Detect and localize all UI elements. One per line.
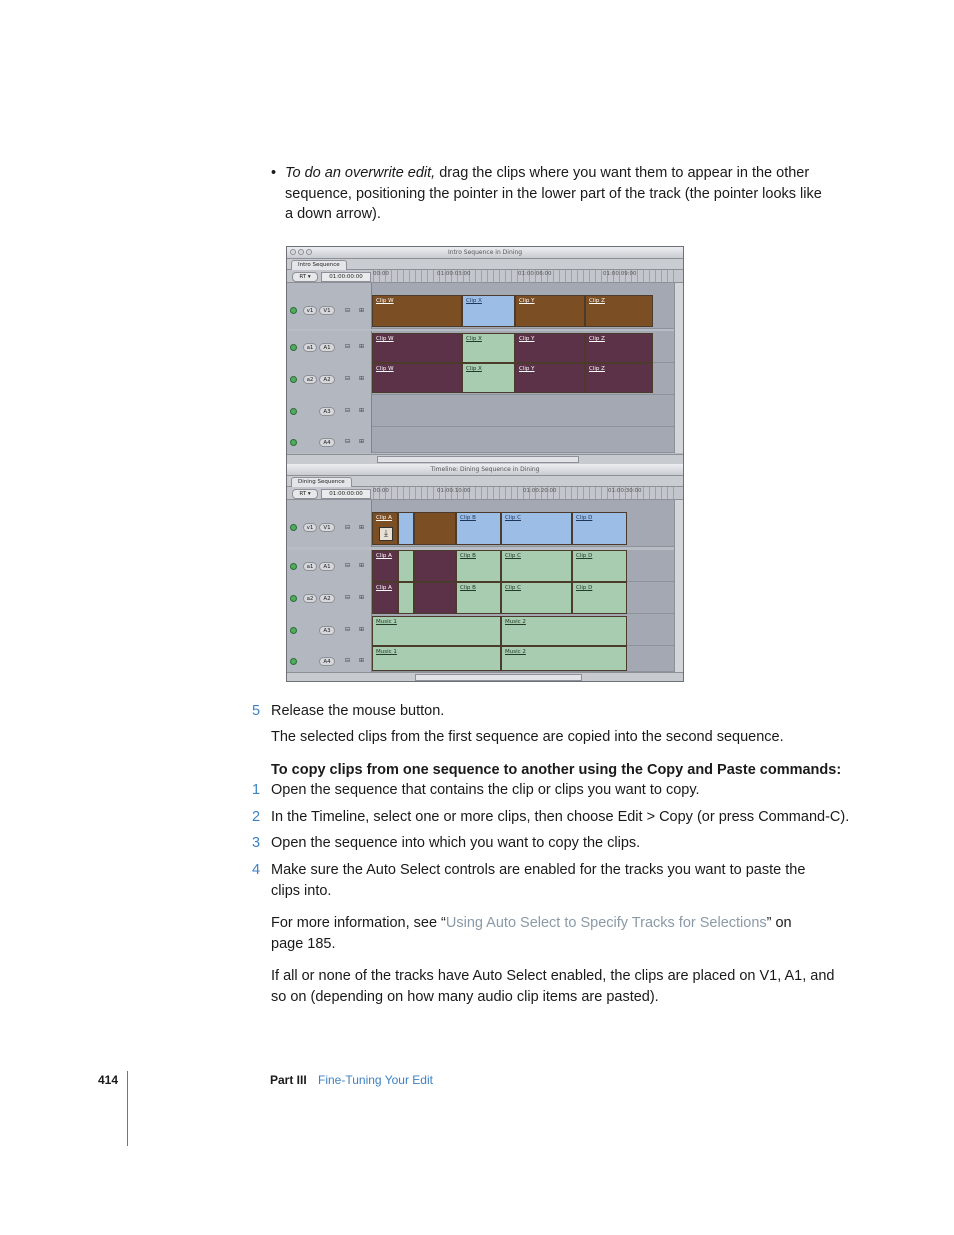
top-track-a4 — [287, 427, 683, 453]
vertical-scrollbar[interactable] — [674, 283, 683, 453]
clip-label: Clip W — [376, 336, 394, 342]
footer-part: Part III — [270, 1073, 307, 1087]
top-track-a2 — [287, 363, 683, 395]
time-ruler[interactable] — [373, 487, 675, 499]
clip[interactable] — [572, 512, 627, 545]
dest-control-a2[interactable]: A2 — [319, 594, 335, 603]
clip-label: Clip X — [466, 366, 482, 372]
auto-select-icon[interactable]: ⊞ — [359, 307, 365, 314]
clip-label: Music 1 — [376, 649, 397, 655]
track-area[interactable] — [372, 500, 675, 547]
cross-reference-link[interactable]: Using Auto Select to Specify Tracks for Selections — [445, 915, 767, 931]
bottom-track-v1 — [287, 500, 683, 547]
top-tabbar — [287, 259, 683, 270]
track-header — [287, 427, 372, 453]
clip-label: Clip D — [576, 553, 593, 559]
clip[interactable] — [456, 550, 501, 582]
clip[interactable] — [372, 512, 398, 545]
step-number: 2 — [252, 809, 261, 825]
dest-control-v1[interactable]: V1 — [319, 523, 335, 532]
source-control-a1[interactable]: a1 — [303, 343, 317, 352]
clip-label: Clip X — [466, 336, 482, 342]
ruler-tick: 01:00:20:00 — [523, 488, 557, 494]
clip[interactable] — [398, 512, 414, 545]
track-header — [287, 646, 372, 672]
clip-label: Clip D — [576, 585, 593, 591]
top-controls — [287, 270, 683, 283]
source-control-v1[interactable]: v1 — [303, 523, 317, 532]
auto-select-icon[interactable]: ⊞ — [359, 375, 365, 382]
bottom-track-a4 — [287, 646, 683, 672]
lock-icon[interactable]: ⊟ — [345, 594, 351, 601]
minimize-icon[interactable] — [298, 249, 304, 255]
clip[interactable] — [456, 582, 501, 614]
clip[interactable] — [372, 582, 398, 614]
time-ruler[interactable] — [373, 270, 675, 282]
lock-icon[interactable]: ⊟ — [345, 562, 351, 569]
step-line: Make sure the Auto Select controls are enabled for the tracks you want to paste the — [271, 862, 806, 878]
dest-control-a4[interactable]: A4 — [319, 438, 335, 447]
top-track-a1 — [287, 331, 683, 363]
clip-label: Clip C — [505, 553, 521, 559]
ruler-tick: 01:00:09:00 — [603, 271, 637, 277]
track-header — [287, 614, 372, 646]
lock-icon[interactable]: ⊟ — [345, 657, 351, 664]
auto-select-icon[interactable]: ⊞ — [359, 626, 365, 633]
clip-label: Clip C — [505, 515, 521, 521]
horizontal-scrollbar[interactable] — [415, 674, 582, 681]
track-header — [287, 363, 372, 395]
clip[interactable] — [501, 512, 572, 545]
dest-control-a1[interactable]: A1 — [319, 343, 335, 352]
down-arrow-pointer-icon: ⤓ — [379, 527, 393, 541]
more-info-line-2: page 185. — [271, 935, 336, 952]
clip-label: Clip Y — [519, 298, 535, 304]
auto-select-icon[interactable]: ⊞ — [359, 343, 365, 350]
clip-label: Clip Y — [519, 336, 535, 342]
bottom-track-a2 — [287, 582, 683, 614]
clip[interactable] — [372, 333, 462, 363]
speaker-icon[interactable] — [290, 408, 297, 415]
footer-section: Fine-Tuning Your Edit — [318, 1073, 433, 1087]
ruler-tick: 01:00:30:00 — [608, 488, 642, 494]
speaker-icon[interactable] — [290, 595, 297, 602]
ruler-tick: 00:00 — [373, 271, 389, 277]
lock-icon[interactable]: ⊟ — [345, 524, 351, 531]
clip[interactable] — [414, 582, 456, 614]
clip[interactable] — [501, 582, 572, 614]
clip-label: Music 1 — [376, 619, 397, 625]
track-area[interactable] — [372, 614, 675, 646]
bullet-italic-lead: To do an overwrite edit, — [285, 165, 436, 181]
bottom-controls — [287, 487, 683, 500]
speaker-icon[interactable] — [290, 376, 297, 383]
clip-label: Clip W — [376, 298, 394, 304]
clip[interactable] — [462, 363, 515, 393]
clip-label: Music 2 — [505, 649, 526, 655]
bullet-line-1: drag the clips where you want them to appear in the other — [435, 165, 810, 181]
speaker-icon[interactable] — [290, 563, 297, 570]
source-control-a2[interactable]: a2 — [303, 594, 317, 603]
tab-intro-sequence[interactable]: Intro Sequence — [291, 260, 347, 270]
dest-control-a3[interactable]: A3 — [319, 626, 335, 635]
clip-label: Music 2 — [505, 619, 526, 625]
timeline-screenshot — [286, 246, 684, 682]
final-paragraph — [271, 966, 834, 1007]
track-header — [287, 550, 372, 582]
bottom-track-a1 — [287, 550, 683, 582]
track-visibility-icon[interactable] — [290, 524, 297, 531]
close-icon[interactable] — [290, 249, 296, 255]
track-area[interactable] — [372, 550, 675, 582]
clip[interactable] — [372, 646, 501, 671]
top-bottom-bar — [287, 454, 683, 464]
ruler-tick: 00:00 — [373, 488, 389, 494]
auto-select-icon[interactable]: ⊞ — [359, 524, 365, 531]
clip[interactable] — [585, 295, 653, 327]
window-controls[interactable] — [290, 249, 312, 255]
track-header — [287, 500, 372, 547]
clip[interactable] — [456, 512, 501, 545]
vertical-scrollbar[interactable] — [674, 500, 683, 672]
task-heading: To copy clips from one sequence to another using the Copy and Paste commands: — [271, 762, 842, 778]
track-area[interactable] — [372, 646, 675, 672]
bullet-line-2: sequence, positioning the pointer in the lower part of the track (the pointer looks like — [285, 185, 822, 202]
clip[interactable] — [372, 616, 501, 646]
footer-rule — [127, 1071, 128, 1146]
source-control-v1[interactable]: v1 — [303, 306, 317, 315]
step-text: Open the sequence that contains the clip or clips you want to copy. — [271, 782, 700, 798]
step-number: 5 — [252, 703, 261, 719]
clip-label: Clip Z — [589, 366, 605, 372]
clip[interactable] — [585, 363, 653, 393]
step-number: 1 — [252, 782, 261, 798]
dest-control-a2[interactable]: A2 — [319, 375, 335, 384]
step-text: Open the sequence into which you want to copy the clips. — [271, 835, 641, 851]
track-area[interactable] — [372, 582, 675, 614]
clip[interactable] — [414, 550, 456, 582]
ruler-tick: 01:00:03:00 — [437, 271, 471, 277]
lock-icon[interactable]: ⊟ — [345, 343, 351, 350]
auto-select-icon[interactable]: ⊞ — [359, 657, 365, 664]
final-line: so on (depending on how many audio clip items are pasted). — [271, 988, 659, 1005]
clip[interactable] — [372, 550, 398, 582]
clip-label: Clip D — [576, 515, 593, 521]
window-title: Timeline: Dining Sequence in Dining — [430, 466, 540, 473]
lock-icon[interactable]: ⊟ — [345, 438, 351, 445]
step-number: 3 — [252, 835, 261, 851]
clip[interactable] — [462, 295, 515, 327]
speaker-icon[interactable] — [290, 344, 297, 351]
bullet-line-3: a down arrow). — [285, 206, 381, 222]
more-info-prefix: For more information, see “ — [271, 915, 446, 931]
track-area[interactable] — [372, 395, 675, 427]
clip[interactable] — [414, 512, 456, 545]
bullet-paragraph — [285, 163, 845, 225]
dest-control-a1[interactable]: A1 — [319, 562, 335, 571]
track-area[interactable] — [372, 363, 675, 395]
speaker-icon[interactable] — [290, 658, 297, 665]
lock-icon[interactable]: ⊟ — [345, 626, 351, 633]
window-titlebar — [287, 464, 683, 476]
clip[interactable] — [572, 582, 627, 614]
clip[interactable] — [515, 363, 585, 393]
rt-menu-button[interactable]: RT ▾ — [292, 272, 318, 282]
bullet-marker: • — [271, 165, 277, 181]
clip-label: Clip A — [376, 515, 392, 521]
clip[interactable] — [372, 295, 462, 327]
clip[interactable] — [501, 550, 572, 582]
auto-select-icon[interactable]: ⊞ — [359, 438, 365, 445]
track-header — [287, 283, 372, 329]
bottom-bottom-bar — [287, 672, 683, 682]
bottom-track-a3 — [287, 614, 683, 646]
track-header — [287, 331, 372, 363]
auto-select-icon[interactable]: ⊞ — [359, 407, 365, 414]
clip[interactable] — [398, 582, 414, 614]
clip[interactable] — [372, 363, 462, 393]
clip[interactable] — [515, 333, 585, 363]
top-track-v1 — [287, 283, 683, 329]
final-line: If all or none of the tracks have Auto Select enabled, the clips are placed on V1, A1, and — [271, 968, 835, 984]
step-text: In the Timeline, select one or more clips, then choose Edit > Copy (or press Command-C). — [271, 809, 850, 825]
clip[interactable] — [462, 333, 515, 363]
clip-label: Clip C — [505, 585, 521, 591]
clip[interactable] — [501, 616, 627, 646]
zoom-icon[interactable] — [306, 249, 312, 255]
track-header — [287, 582, 372, 614]
ruler-tick: 01:00:06:00 — [518, 271, 552, 277]
more-info-paragraph — [271, 913, 792, 954]
step-text — [271, 860, 805, 901]
ruler-tick: 01:00:10:00 — [437, 488, 471, 494]
window-titlebar — [287, 247, 683, 259]
clip-label: Clip A — [376, 553, 392, 559]
dest-control-a3[interactable]: A3 — [319, 407, 335, 416]
track-visibility-icon[interactable] — [290, 307, 297, 314]
source-control-a2[interactable]: a2 — [303, 375, 317, 384]
dest-control-v1[interactable]: V1 — [319, 306, 335, 315]
timecode-field[interactable]: 01:00:00:00 — [321, 272, 371, 282]
top-track-a3 — [287, 395, 683, 427]
clip-label: Clip B — [460, 515, 476, 521]
clip[interactable] — [572, 550, 627, 582]
page-number: 414 — [98, 1073, 119, 1087]
clip-label: Clip W — [376, 366, 394, 372]
lock-icon[interactable]: ⊟ — [345, 307, 351, 314]
speaker-icon[interactable] — [290, 439, 297, 446]
step-line: clips into. — [271, 882, 332, 899]
track-area[interactable] — [372, 331, 675, 363]
more-info-suffix: ” on — [766, 915, 792, 931]
dest-control-a4[interactable]: A4 — [319, 657, 335, 666]
clip[interactable] — [398, 550, 414, 582]
clip-label: Clip Y — [519, 366, 535, 372]
step-number: 4 — [252, 862, 261, 878]
auto-select-icon[interactable]: ⊞ — [359, 562, 365, 569]
auto-select-icon[interactable]: ⊞ — [359, 594, 365, 601]
tab-dining-sequence[interactable]: Dining Sequence — [291, 477, 352, 487]
speaker-icon[interactable] — [290, 627, 297, 634]
clip-label: Clip Z — [589, 336, 605, 342]
source-control-a1[interactable]: a1 — [303, 562, 317, 571]
clip-label: Clip B — [460, 585, 476, 591]
lock-icon[interactable]: ⊟ — [345, 375, 351, 382]
clip[interactable] — [501, 646, 627, 671]
clip-label: Clip B — [460, 553, 476, 559]
clip[interactable] — [585, 333, 653, 363]
track-area[interactable] — [372, 427, 675, 453]
track-area[interactable] — [372, 283, 675, 329]
clip[interactable] — [515, 295, 585, 327]
clip-label: Clip A — [376, 585, 392, 591]
lock-icon[interactable]: ⊟ — [345, 407, 351, 414]
bottom-tabbar — [287, 476, 683, 487]
window-title: Intro Sequence in Dining — [447, 249, 523, 256]
track-header — [287, 395, 372, 427]
step-text: Release the mouse button. — [271, 703, 445, 719]
clip-label: Clip X — [466, 298, 482, 304]
result-paragraph: The selected clips from the first sequence are copied into the second sequence. — [271, 729, 784, 745]
timecode-field[interactable]: 01:00:00:00 — [321, 489, 371, 499]
horizontal-scrollbar[interactable] — [377, 456, 579, 463]
clip-label: Clip Z — [589, 298, 605, 304]
rt-menu-button[interactable]: RT ▾ — [292, 489, 318, 499]
